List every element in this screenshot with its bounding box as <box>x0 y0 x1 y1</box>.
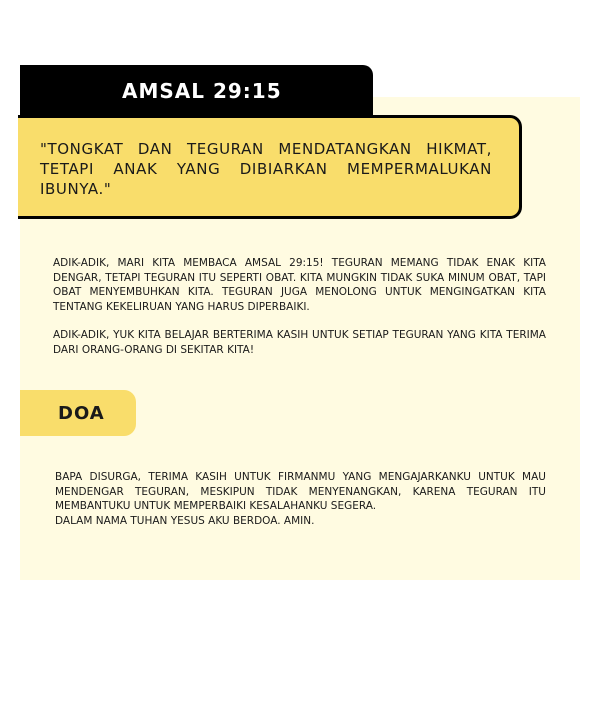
verse-quote: "TONGKAT DAN TEGURAN MENDATANGKAN HIKMAT, TETAPI ANAK YANG DIBIARKAN MEMPERMALUKAN IBUNYA." <box>40 140 492 198</box>
doa-tab <box>20 390 136 436</box>
prayer-body: BAPA DISURGA, TERIMA KASIH UNTUK FIRMANMU YANG MENGAJARKANKU UNTUK MAU MENDENGAR TEGURAN, MESKIPUN TIDAK MENYENANGKAN, KARENA TEGURAN ITU MEMBANTUKU UNTUK MEMPERBAIKI KESALAHANKU SEGERA. <box>55 471 546 512</box>
title-banner <box>20 65 373 115</box>
prayer-text <box>55 470 546 528</box>
paragraph-1: ADIK-ADIK, MARI KITA MEMBACA AMSAL 29:15! TEGURAN MEMANG TIDAK ENAK KITA DENGAR, TETAPI TEGURAN ITU SEPERTI OBAT. KITA MUNGKIN TIDAK SUKA MINUM OBAT, TAPI OBAT MENYEMBUHKAN KITA. TEGURAN JUGA MENOLONG UNTUK MENGINGATKAN KITA TENTANG KEKELIRUAN YANG HARUS DIPERBAIKI. <box>53 257 546 313</box>
doa-heading: DOA <box>58 403 105 424</box>
paragraph-2: ADIK-ADIK, YUK KITA BELAJAR BERTERIMA KASIH UNTUK SETIAP TEGURAN YANG KITA TERIMA DARI ORANG-ORANG DI SEKITAR KITA! <box>53 329 546 356</box>
verse-box <box>18 115 522 219</box>
prayer-closing: DALAM NAMA TUHAN YESUS AKU BERDOA. AMIN. <box>55 514 315 527</box>
page-title: AMSAL 29:15 <box>122 79 282 103</box>
